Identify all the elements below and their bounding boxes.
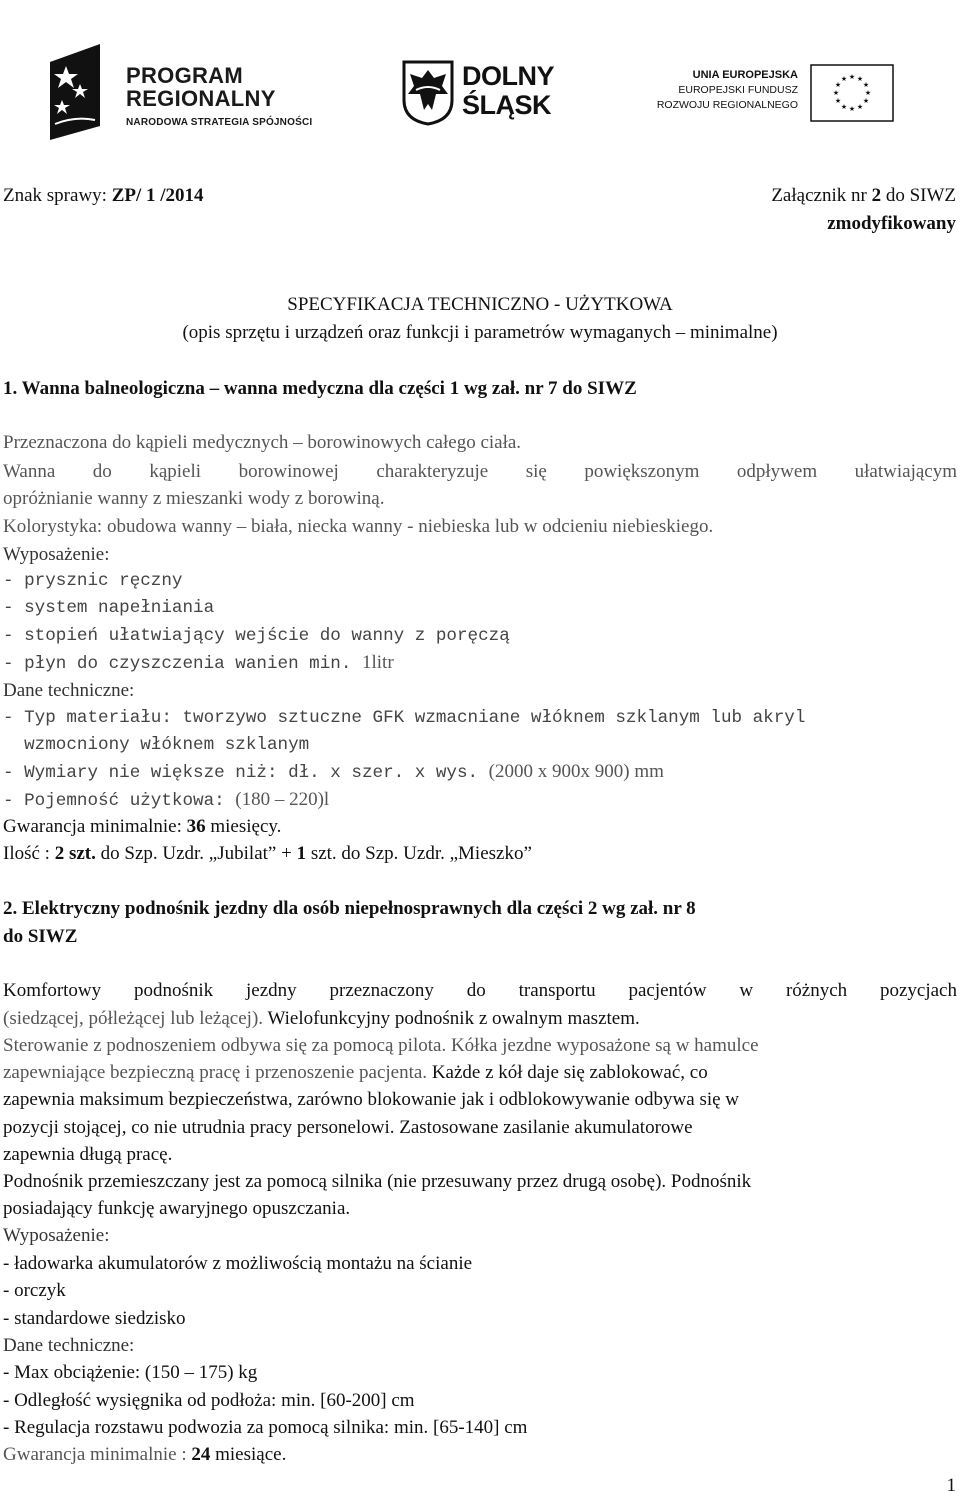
section1-equipment-label: Wyposażenie: (3, 544, 110, 565)
section2-tech-item: - Regulacja rozstawu podwozia za pomocą silnika: min. [65-140] cm (3, 1417, 528, 1438)
section1-warranty-label: Gwarancja minimalnie: (3, 816, 187, 837)
page-number: 1 (946, 1475, 956, 1496)
section1-equipment-item-text: - płyn do czyszczenia wanien min. (3, 654, 362, 674)
svg-text:★: ★ (856, 103, 864, 111)
section1-warranty-value: 36 (186, 816, 206, 837)
section1-tech-item (3, 789, 329, 812)
doc-title: SPECYFIKACJA TECHNICZNO - UŻYTKOWA (287, 294, 673, 315)
qty-mieszko: 1 (296, 843, 307, 864)
header-logos (0, 0, 960, 180)
dolny-logo-line1: DOLNY (462, 61, 554, 91)
section2-heading-cont: do SIWZ (3, 926, 78, 947)
section2-line: Podnośnik przemieszczany jest za pomocą silnika (nie przesuwany przez drugą osobę). Podnośnik (3, 1171, 752, 1192)
section1-fluid-amount: 1litr (361, 652, 394, 673)
section2-line: pozycji stojącej, co nie utrudnia pracy personelowi. Zastosowane zasilanie akumulatorowe (3, 1117, 693, 1138)
section2-tech-label: Dane techniczne: (3, 1335, 135, 1356)
section1-capacity-value: (180 – 220)l (235, 789, 330, 810)
annex-text-a: Załącznik nr (771, 185, 872, 206)
section1-equipment-item (3, 652, 394, 675)
case-label: Znak sprawy: (3, 185, 112, 206)
section2-line: zapewnia długą pracę. (3, 1144, 173, 1165)
qty-label: Ilość : (3, 843, 55, 864)
svg-text:★: ★ (848, 73, 856, 81)
annex-text-b: do SIWZ (881, 185, 956, 206)
svg-text:★: ★ (840, 103, 848, 111)
section2-line (3, 1062, 708, 1084)
svg-text:★: ★ (864, 89, 872, 97)
section2-warranty-value: 24 (191, 1444, 211, 1465)
section2-warranty (3, 1444, 286, 1466)
section2-equipment-item: - ładowarka akumulatorów z możliwością montażu na ścianie (3, 1253, 473, 1274)
program-logo-line3: NARODOWA STRATEGIA SPÓJNOŚCI (126, 117, 313, 128)
program-regionalny-logo (50, 44, 340, 140)
svg-text:★: ★ (862, 81, 870, 89)
section1-capacity-label: - Pojemność użytkowa: (3, 791, 236, 811)
modified-label: zmodyfikowany (827, 213, 956, 234)
section1-colors: Kolorystyka: obudowa wanny – biała, niecka wanny - niebieska lub w odcieniu niebieskiego. (3, 516, 714, 537)
section1-quantity (3, 843, 532, 865)
section2-warranty-label: Gwarancja minimalnie : (3, 1444, 192, 1465)
dolny-slask-logo (402, 60, 592, 130)
case-number-value: ZP/ 1 /2014 (111, 185, 204, 206)
section2-brakes: zapewniające bezpieczną pracę i przenoszenie pacjenta. (3, 1062, 428, 1083)
section2-equipment-item: - standardowe siedzisko (3, 1308, 186, 1329)
section1-heading: 1. Wanna balneologiczna – wanna medyczna dla części 1 wg zał. nr 7 do SIWZ (3, 378, 637, 399)
eu-logo-line3: ROZWOJU REGIONALNEGO (656, 99, 798, 111)
section2-line: zapewnia maksimum bezpieczeństwa, zarówno blokowanie jak i odblokowywanie odbywa się w (3, 1089, 740, 1110)
section2-locking: Każde z kół daje się zablokować, co (427, 1062, 708, 1083)
eu-logo-line1: UNIA EUROPEJSKA (692, 69, 798, 81)
qty-text-a: do Szp. Uzdr. „Jubilat” + (95, 843, 297, 864)
svg-text:★: ★ (856, 75, 864, 83)
section2-line: Sterowanie z podnoszeniem odbywa się za pomocą pilota. Kółka jezdne wyposażone są w hamulce (3, 1035, 759, 1056)
section1-tech-item: - Typ materiału: tworzywo sztuczne GFK wzmacniane włóknem szklanym lub akryl (3, 708, 806, 728)
qty-text-b: szt. do Szp. Uzdr. „Mieszko” (306, 843, 532, 864)
section1-desc-line2: opróżnianie wanny z mieszanki wody z borowiną. (3, 488, 385, 509)
case-number (3, 185, 204, 207)
dolny-logo-line2: ŚLĄSK (462, 90, 552, 120)
doc-subtitle: (opis sprzętu i urządzeń oraz funkcji i parametrów wymaganych – minimalne) (182, 322, 778, 343)
section1-dimensions-value: (2000 x 900x 900) mm (488, 761, 664, 782)
section2-line: Komfortowy podnośnik jezdny przeznaczony do transportu pacjentów w różnych pozycjach (3, 980, 957, 1001)
section1-tech-item-cont: wzmocniony włóknem szklanym (3, 735, 310, 755)
eu-logo (650, 64, 900, 124)
svg-text:★: ★ (862, 97, 870, 105)
qty-jubilat: 2 szt. (54, 843, 96, 864)
section2-positions: (siedzącej, półleżącej lub leżącej). (3, 1008, 264, 1029)
section1-purpose: Przeznaczona do kąpieli medycznych – borowinowych całego ciała. (3, 432, 522, 453)
eagle-crest-icon (402, 60, 454, 126)
svg-text:★: ★ (834, 81, 842, 89)
section2-warranty-unit: miesiące. (210, 1444, 287, 1465)
svg-text:★: ★ (834, 97, 842, 105)
section2-equipment-item: - orczyk (3, 1280, 66, 1301)
eu-flag-icon (810, 64, 894, 122)
svg-text:★: ★ (840, 75, 848, 83)
section2-line: posiadający funkcję awaryjnego opuszczania. (3, 1198, 351, 1219)
eu-logo-line2: EUROPEJSKI FUNDUSZ (678, 84, 798, 96)
section1-warranty (3, 816, 281, 838)
section1-tech-item (3, 761, 664, 784)
section2-mast: Wielofunkcyjny podnośnik z owalnym masztem. (263, 1008, 640, 1029)
program-logo-line1: PROGRAM (126, 63, 243, 88)
section1-equipment-item: - prysznic ręczny (3, 571, 183, 591)
program-regionalny-emblem-icon (50, 44, 122, 140)
program-logo-line2: REGIONALNY (126, 86, 276, 111)
section1-equipment-item: - stopień ułatwiający wejście do wanny z poręczą (3, 626, 510, 646)
section2-heading: 2. Elektryczny podnośnik jezdny dla osób niepełnosprawnych dla części 2 wg zał. nr 8 (3, 898, 696, 919)
section1-desc-line1: Wanna do kąpieli borowinowej charakteryzuje się powiększonym odpływem ułatwiającym (3, 461, 957, 482)
annex-number: 2 (871, 185, 882, 206)
annex-label (771, 185, 956, 207)
section1-tech-label: Dane techniczne: (3, 680, 135, 701)
section2-equipment-label: Wyposażenie: (3, 1225, 110, 1246)
section2-tech-item: - Max obciążenie: (150 – 175) kg (3, 1362, 258, 1383)
svg-text:★: ★ (832, 89, 840, 97)
svg-text:★: ★ (848, 105, 856, 113)
section2-line (3, 1008, 640, 1030)
section2-tech-item: - Odległość wysięgnika od podłoża: min. [60-200] cm (3, 1390, 415, 1411)
section1-equipment-item: - system napełniania (3, 598, 215, 618)
section1-dimensions-label: - Wymiary nie większe niż: dł. x szer. x wys. (3, 763, 489, 783)
section1-warranty-unit: miesięcy. (205, 816, 282, 837)
